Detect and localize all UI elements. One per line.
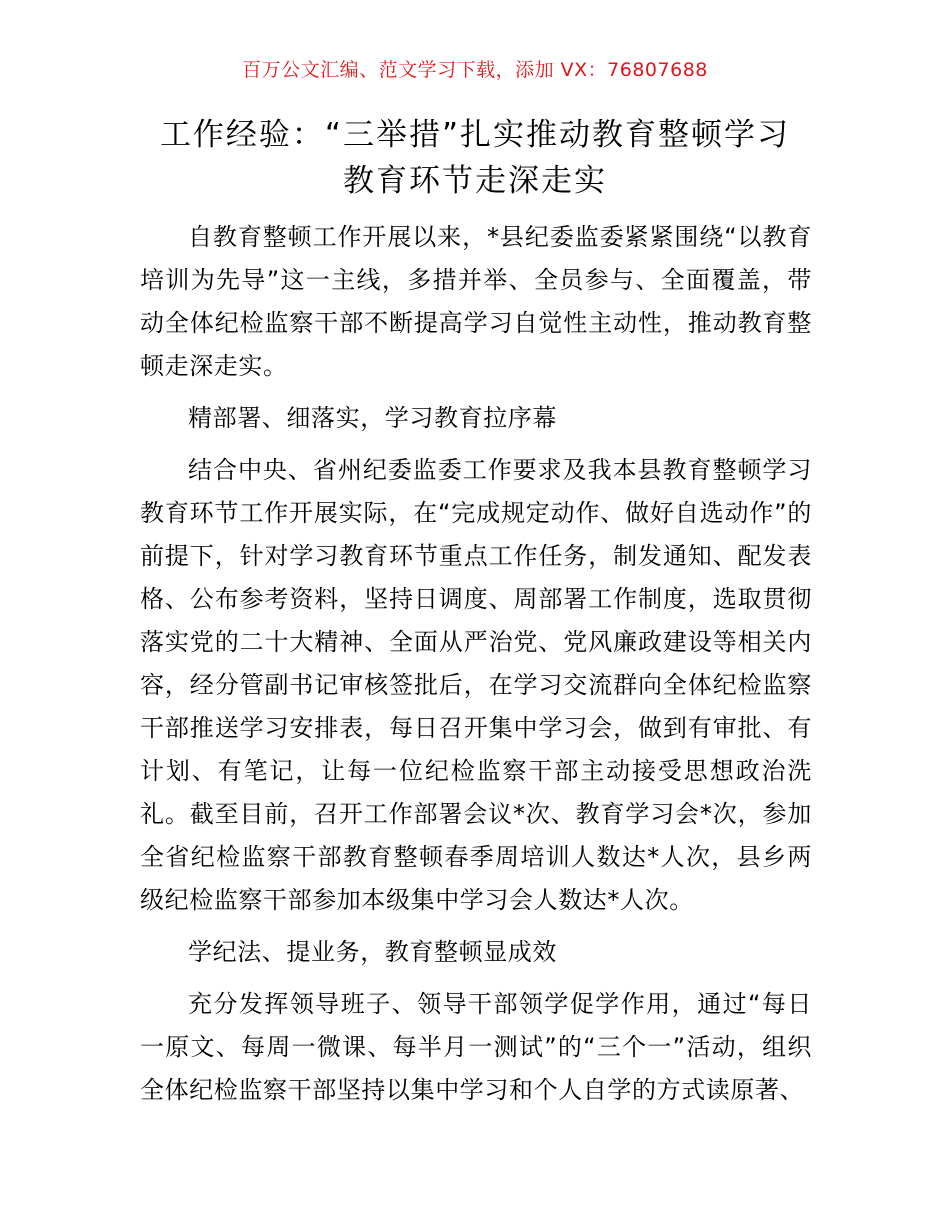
section-heading-1: 精部署、细落实，学习教育拉序幕 (188, 404, 557, 432)
intro-paragraph: 自教育整顿工作开展以来，*县纪委监委紧紧围绕“以教育培训为先导”这一主线，多措并举、全员参与、全面覆盖，带动全体纪检监察干部不断提高学习自觉性主动性，推动教育整顿走深走实。 (140, 223, 812, 380)
watermark-banner: 百万公文汇编、范文学习下载，添加 VX：76807688 (242, 59, 708, 81)
title-line-1: 工作经验：“三举措”扎实推动教育整顿学习 (159, 117, 791, 153)
section-heading-2: 学纪法、提业务，教育整顿显成效 (188, 938, 557, 966)
title-line-2: 教育环节走深走实 (343, 163, 607, 199)
document-title (140, 112, 810, 204)
section-1-paragraph: 结合中央、省州纪委监委工作要求及我本县教育整顿学习教育环节工作开展实际，在“完成规定动作、做好自选动作”的前提下，针对学习教育环节重点工作任务，制发通知、配发表格、公布参考资料，坚持日调度、周部署工作制度，选取贯彻落实党的二十大精神、全面从严治党、党风廉政建设等相关内容，经分管副书记审核签批后，在学习交流群向全体纪检监察干部推送学习安排表，每日召开集中学习会，做到有审批、有计划、有笔记，让每一位纪检监察干部主动接受思想政治洗礼。截至目前，召开工作部署会议*次、教育学习会*次，参加全省纪检监察干部教育整顿春季周培训人数达*人次，县乡两级纪检监察干部参加本级集中学习会人数达*人次。 (140, 456, 812, 914)
document-body (140, 216, 812, 1112)
section-2-paragraph: 充分发挥领导班子、领导干部领学促学作用，通过“每日一原文、每周一微课、每半月一测试”的“三个一”活动，组织全体纪检监察干部坚持以集中学习和个人自学的方式读原著、 (140, 990, 812, 1104)
